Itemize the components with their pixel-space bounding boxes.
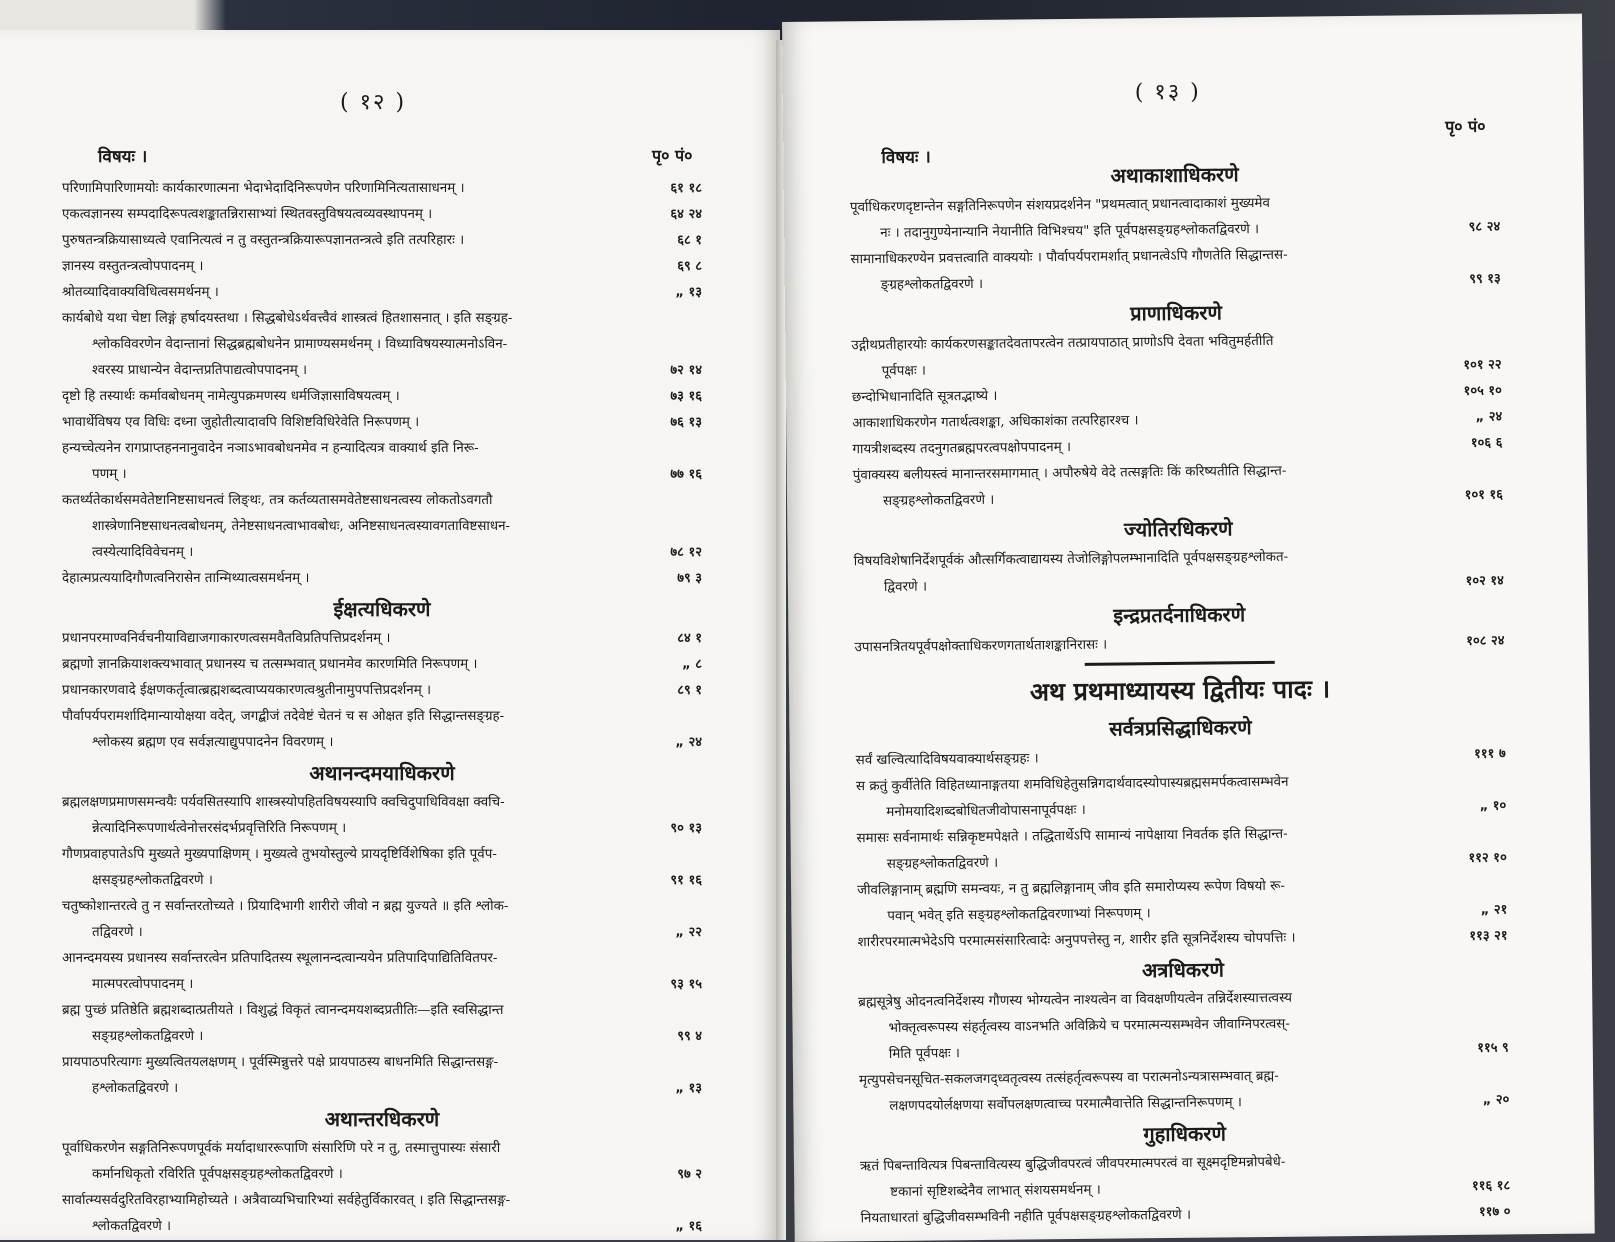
contents-entry <box>62 202 702 228</box>
subject-column-header: विषयः । <box>98 147 148 167</box>
entry-text-line: हश्लोकतद्विवरणे । <box>92 1081 179 1096</box>
entry-text-line: पुरुषतन्त्रक्रियासाध्यत्वे एवानित्यत्वं न तु वस्तुतन्त्रक्रियारूपज्ञानतन्त्रत्वे इति तत्परिहारः । <box>62 233 465 248</box>
contents-entry <box>62 946 702 998</box>
page-line-column-header: पृ० पं० <box>652 146 693 165</box>
entry-text-line: नियताधारतां बुद्धिजीवसम्भविनी नहीति पूर्वपक्षसङ्ग्रहश्लोकतद्विवरणे । <box>860 1207 1192 1227</box>
entry-text-line: गायत्रीशब्दस्य तदनुगतब्रह्मपरत्वपक्षोपपादनम् । <box>852 439 1072 458</box>
contents-entry <box>62 384 702 410</box>
entry-text-line: छन्दोभिधानादिति सूत्रतद्भाष्ये । <box>851 388 998 406</box>
contents-entry <box>62 998 702 1050</box>
contents-entry <box>854 542 1505 601</box>
section-heading: ईक्षत्यधिकरणे <box>333 597 431 621</box>
entry-text-line: मात्मपरत्वोपपादनम् । <box>92 977 194 992</box>
contents-entry <box>62 436 702 488</box>
entry-text-line: सर्वं खल्वित्यादिविषयवाक्यार्थसङ्ग्रहः । <box>855 751 1039 769</box>
page-line-ref: ९९ ४ <box>677 1029 702 1044</box>
section-heading: गुहाधिकरणे <box>1143 1121 1227 1147</box>
entry-text-line: श्रोतव्यादिवाक्यविधित्वसमर्थनम् । <box>62 285 219 300</box>
entry-text-line: ज्ञानस्य वस्तुतन्त्रत्वोपपादनम् । <box>62 259 204 274</box>
page-line-ref: १०५ १० <box>1463 383 1502 399</box>
contents-entry <box>860 1147 1511 1206</box>
contents-entry <box>62 1136 702 1188</box>
page-line-ref: „ ८ <box>682 657 702 672</box>
entry-text-line: उपासनत्रितयपूर्वपक्षोक्ताधिकरणगतार्थताशङ्कानिरासः । <box>854 637 1108 656</box>
contents-entry <box>859 1061 1510 1120</box>
contents-entry <box>62 566 702 592</box>
entry-text-line: देहात्मप्रत्ययादिगौणत्वनिरासेन तान्मिथ्यात्वसमर्थनम् । <box>62 571 310 586</box>
entry-text-line: सङ्ग्रहश्लोकतद्विवरणे । <box>886 855 999 872</box>
page-line-ref: „ १३ <box>675 285 702 300</box>
contents-entry <box>62 652 702 678</box>
section-heading: सर्वत्रप्रसिद्धाधिकरणे <box>1109 715 1252 741</box>
entry-text-line: चतुष्कोशान्तरत्वे तु न सर्वान्तरतोच्यते । प्रियादिभागी शारीरो जीवो न ब्रह्म युज्यते ॥ इति श्लोक- <box>62 899 509 914</box>
page-line-ref: „ २४ <box>1475 409 1503 425</box>
section-heading: अथाकाशाधिकरणे <box>1110 162 1239 188</box>
entry-text-line: प्रधानकारणवादे ईक्षणकर्तृत्वात्ब्रह्मशब्दत्वाप्ययकारणत्वश्रुतीनामुपपत्तिप्रदर्शनम् । <box>62 683 432 698</box>
section-heading: अथान्तरधिकरणे <box>324 1107 440 1131</box>
contents-entry <box>62 1050 702 1102</box>
page-line-ref: ७८ १२ <box>670 545 702 560</box>
entry-text-line: स क्रतुं कुर्वीतेति विहितध्यानाङ्गतया शमविधिहेतुसन्निगदार्थवादस्योपास्यब्रह्मसमर्पकत्वासम्भवेन <box>855 774 1289 795</box>
contents-entry <box>62 488 702 566</box>
contents-entry <box>62 280 702 306</box>
page-line-ref: ७३ १६ <box>670 389 702 404</box>
entry-text-line: पणम् । <box>92 467 127 482</box>
contents-entry <box>856 819 1507 878</box>
entry-text-line: ब्रह्मणो ज्ञानक्रियाशक्त्यभावात् प्रधानस्य च तत्सम्भवात् प्रधानमेव कारणमिति निरूपणम् । <box>62 657 478 672</box>
entry-text-line: आकाशाधिकरणेन गतार्थत्वशङ्का, अधिकाशंका तत्परिहारश्च । <box>852 413 1139 432</box>
entry-text-line: सङ्ग्रहश्लोकतद्विवरणे । <box>92 1029 204 1044</box>
entry-text-line: प्रधानपरमाण्वनिर्वचनीयाविद्याजगाकारणत्वसमवैतविप्रतिपत्तिप्रदर्शनम् । <box>62 631 391 646</box>
divider-rule <box>1085 661 1275 666</box>
page-line-ref: „ २० <box>1482 1092 1510 1108</box>
section-heading: अत्रधिकरणे <box>1141 957 1224 983</box>
page-line-ref: १११ ७ <box>1474 746 1506 762</box>
contents-entry <box>62 704 702 756</box>
contents-entry <box>851 326 1502 385</box>
page-line-ref: ६८ १ <box>677 233 702 248</box>
page-line-ref: १०१ १६ <box>1464 487 1504 503</box>
entry-text-line: पूर्वाधिकरणदृष्टान्तेन सङ्गतिनिरूपणेन संशयप्रदर्शनेन "प्रथमत्वात् प्रधानत्वादाकाशं मुख्यमेव <box>849 195 1270 216</box>
entry-text-line: शारीरपरमात्मभेदेऽपि परमात्मसंसारित्वादेः अनुपपत्तेस्तु न, शारीर इति सूत्रनिर्देशस्य चोपपत्तिः । <box>857 930 1296 951</box>
entry-text-line: तद्विवरणे । <box>92 925 143 940</box>
page-line-ref: ९७ २ <box>677 1167 702 1182</box>
subject-column-header: विषयः । <box>881 147 931 168</box>
entry-text-line: कार्यबोधे यथा चेष्टा लिङ्गं हर्षादयस्तथा । सिद्धबोधेऽर्थवत्त्वैवं शास्त्रत्वं हितशासनात् । इति सङ्ग्रह- <box>62 311 513 326</box>
entry-text-line: पूर्वपक्षः । <box>881 363 927 379</box>
page-line-ref: ७६ १३ <box>670 415 702 430</box>
entry-text-line: श्लोकविवरणेन वेदान्तानां सिद्धब्रह्मबोधनेन प्रामाण्यसमर्थनम् । विध्याविषयस्यात्मनोऽविन- <box>92 337 508 352</box>
page-line-ref: ९१ १६ <box>670 873 702 888</box>
page-line-ref: „ २२ <box>675 925 702 940</box>
contents-entry <box>858 983 1509 1068</box>
entry-text-line: सार्वात्म्यसर्वदुरितविरहाभ्यामिहोच्यते । अत्रैवाव्यभिचारिभ्यां सर्वहेतुर्विकारवत् । इति सिद्धान्तसङ्ग- <box>62 1193 511 1208</box>
contents-list <box>849 154 1510 1232</box>
entry-text-line: विषयविशेषानिर्देशपूर्वकं औत्सर्गिकत्वाद्यायस्य तेजोलिङ्गोपलम्भानादिति पूर्वपक्षसङ्ग्रहश्लोकत- <box>853 549 1289 570</box>
page-line-ref: „ १३ <box>675 1081 702 1096</box>
contents-entry <box>62 254 702 280</box>
contents-entry <box>857 871 1508 930</box>
entry-text-line: नः । तदानुगुण्येनान्यानि नेयानीति विभिश्चय" इति पूर्वपक्षसङ्ग्रहश्लोकतद्विवरणे । <box>880 222 1260 241</box>
page-line-ref: ६४ २४ <box>670 207 702 222</box>
page-line-ref: १०२ १४ <box>1465 573 1504 589</box>
contents-entry <box>856 767 1507 826</box>
contents-entry <box>850 240 1501 299</box>
page-line-ref: „ २४ <box>675 735 702 750</box>
entry-text-line: मनोमयादिशब्दबोधितजीवोपासनापूर्वपक्षः । <box>886 802 1086 820</box>
page-line-ref: ८४ १ <box>677 631 702 646</box>
entry-text-line: हन्यच्चेत्यनेन रागप्राप्तहननानुवादेन नञाऽभावबोधनमेव न हन्यादित्यत्र वाक्यार्थ इति निरू- <box>62 441 479 456</box>
entry-text-line: द्विवरणे । <box>883 579 928 595</box>
entry-text-line: श्लोकस्य ब्रह्मण एव सर्वज्ञत्याद्युपपादनेन विवरणम् । <box>92 735 334 750</box>
entry-text-line: समासः सर्वनामार्थः सन्निकृष्टमपेक्षते । तद्धितार्थेऽपि सामान्यं नापेक्षाया निवर्तक इति सिद्धान्त- <box>856 826 1288 847</box>
contents-entry <box>62 228 702 254</box>
contents-entry <box>62 410 702 436</box>
entry-text-line: सामानाधिकरण्येन प्रवत्तत्वाति वाक्ययोः । पौर्वापर्यपरामर्शात् प्रधानत्वेऽपि गौणतेति सिद्धान्तस- <box>850 247 1288 268</box>
page-line-ref: ७७ १६ <box>670 467 702 482</box>
entry-text-line: पवान् भवेत् इति सङ्ग्रहश्लोकतद्विवरणाभ्यां निरूपणम् । <box>887 906 1151 924</box>
entry-text-line: कतर्थ्यतेकार्थसमवेतेष्टानिष्टसाधनत्वं लिङ्थः, तत्र कर्तव्यतासमवेतेष्टसाधनत्वस्य लोकतोऽवगतौ <box>62 493 493 508</box>
entry-text-line: जीवलिङ्गानाम् ब्रह्मणि समन्वयः, न तु ब्रह्मलिङ्गानाम् जीव इति समारोप्यस्य रूपेण विषयो रू- <box>857 878 1286 899</box>
section-heading: ज्योतिरधिकरणे <box>1123 516 1233 542</box>
contents-entry <box>62 1188 702 1240</box>
contents-entry <box>62 678 702 704</box>
page-number: ( १२ ) <box>340 90 407 115</box>
entry-text-line: दृष्टो हि तस्यार्थः कर्मावबोधनम् नामेत्युपक्रमणस्य धर्मजिज्ञासाविषयत्वम् । <box>62 389 400 404</box>
entry-text-line: आनन्दमयस्य प्रधानस्य सर्वान्तरत्वेन प्रतिपादितस्य स्थूलानन्दत्वान्ययेन प्रतिपादिपाद्यितिवितपर- <box>62 951 498 966</box>
contents-entry <box>62 626 702 652</box>
page-line-ref: ११५ ९ <box>1477 1040 1509 1056</box>
page-line-ref: ६९ ८ <box>677 259 702 274</box>
page-line-ref: ७९ ३ <box>677 571 702 586</box>
entry-text-line: उद्गीथप्रतीहारयोः कार्यकरणसङ्कातदेवतापरत्वेन तत्प्रायपाठात् प्राणोऽपि देवता भवितुमर्हतीति <box>851 333 1274 354</box>
entry-text-line: क्षसङ्ग्रहश्लोकतद्विवरणे । <box>92 873 213 888</box>
page-line-ref: ११६ १८ <box>1471 1178 1511 1194</box>
entry-text-line: भोक्तृत्वरूपस्य संहर्तृत्वस्य वाऽनभति अविक्रिये च परमात्मन्यसम्भवेन जीवाग्निपरत्वस्- <box>888 1016 1290 1036</box>
entry-text-line: ऋतं पिबन्तावित्यत्र पिबन्तावित्यस्य बुद्धिजीवपरत्वं जीवपरमात्मपरत्वं वा सूक्ष्मदृष्टिमन्नोपबेधे- <box>859 1154 1286 1175</box>
page-line-ref: ७२ १४ <box>670 363 702 378</box>
entry-text-line: मिति पूर्वपक्षः । <box>888 1046 961 1062</box>
section-heading: इन्द्रप्रतर्दनाधिकरणे <box>1113 602 1246 628</box>
entry-text-line: मृत्युपसेचनसूचित-सकलजगद्ध्वतृत्वस्य तत्संहर्तृत्वरूपस्य वा परात्मनोऽन्यत्रासम्भवात् ब्रह्म- <box>859 1068 1279 1089</box>
page-line-ref: ११३ २१ <box>1469 928 1508 944</box>
entry-text-line: लक्षणपदयोर्लक्षणया सर्वोपलक्षणत्वाच्च परमात्मैवात्तेति सिद्धान्तनिरूपणम् । <box>889 1095 1243 1114</box>
contents-entry <box>62 176 702 202</box>
entry-text-line: प्रायपाठपरित्यागः मुख्यत्वितयलक्षणम् । पूर्वस्मिन्नुत्तरे पक्षे प्रायपाठस्य बाधनमिति सिद्धान्तसङ्ग- <box>62 1055 499 1070</box>
entry-text-line: परिणामिपारिणामयोः कार्यकारणात्मना भेदाभेदादिनिरूपणेन परिणामिनित्यतासाधनम् । <box>62 181 465 196</box>
chapter-heading: अथ प्रथमाध्यायस्य द्वितीयः पादः । <box>1029 674 1331 707</box>
entry-text-line: सङ्ग्रहश्लोकतद्विवरणे । <box>882 492 995 509</box>
page-line-ref: „ १६ <box>675 1219 702 1234</box>
contents-entry <box>62 894 702 946</box>
entry-text-line: पौर्वापर्यपरामर्शादिमान्यायोक्षया वदेत्, जगद्बीजं तदेवेष्टं चेतनं च स ओक्षत इति सिद्धान्तसङ्ग्रह- <box>62 709 505 724</box>
contents-entry <box>62 842 702 894</box>
entry-text-line: ब्रह्मसूत्रेषु ओदनत्वनिर्देशस्य गौणस्य भोग्यत्वेन नाश्यत्वेन वा विवक्षणीयत्वेन तन्निर्देशस्यात्तत्वस्य <box>858 990 1293 1011</box>
contents-entry <box>850 188 1501 247</box>
page-line-ref: १०१ २२ <box>1463 357 1502 373</box>
page-line-ref: „ २१ <box>1480 902 1508 918</box>
contents-entry <box>854 628 1504 661</box>
page-line-ref: १०६ ६ <box>1470 435 1503 451</box>
entry-text-line: ष्टकानां सृष्टिशब्देनैव लाभात् संशयसमर्थनम् । <box>890 1182 1101 1200</box>
entry-text-line: ब्रह्म पुच्छं प्रतिष्ठेति ब्रह्मशब्दात्प्रतीयते । विशुद्धं विकृतं त्वानन्दमयशब्दप्रतीतिः—इति स्वसिद्धान्त <box>62 1003 504 1018</box>
right-page <box>782 14 1595 1242</box>
contents-entry <box>62 790 702 842</box>
section-heading: प्राणाधिकरणे <box>1130 300 1223 326</box>
page-line-column-header: पृ० पं० <box>1445 116 1486 137</box>
page-line-ref: ६१ १८ <box>670 181 702 196</box>
entry-text-line: ङ्ग्रहश्लोकतद्विवरणे । <box>880 276 984 293</box>
entry-text-line: गौणप्रवाहपातेऽपि मुख्यते मुख्यपाक्षिणम् । मुख्यत्वे तुभयोस्तुल्ये प्रायदृष्टिर्विशेषिका इति पूर्वप- <box>62 847 497 862</box>
entry-text-line: पुंवाक्यस्य बलीयस्त्वं मानान्तरसमागमात् । अपौरुषेये वेदे तत्सङ्गतिः किं करिष्यतीति सिद्धान्त- <box>852 463 1287 484</box>
entry-text-line: पूर्वाधिकरणेन सङ्गतिनिरूपणपूर्वकं मर्यादाधाररूपाणि संसारिणि परे न तु, तस्मात्तुपास्यः संसारी <box>62 1141 501 1156</box>
entry-text-line: श्वरस्य प्राधान्येन वेदान्तप्रतिपाद्यत्वोपपादनम् । <box>92 363 308 378</box>
entry-text-line: त्वस्येत्यादिविवेचनम् । <box>92 545 194 560</box>
contents-entry <box>853 456 1504 515</box>
page-line-ref: ९० १३ <box>670 821 702 836</box>
contents-list <box>62 176 702 1240</box>
entry-text-line: कर्मानधिकृतो रविरिति पूर्वपक्षसङ्ग्रहश्लोकतद्विवरणे । <box>92 1167 343 1182</box>
entry-text-line: भावार्थेविषय एव विधिः दध्ना जुहोतीत्यादावपि विशिष्टविधिरेवेति निरूपणम् । <box>62 415 420 430</box>
page-line-ref: „ १० <box>1479 798 1507 814</box>
page-line-ref: ९८ २४ <box>1468 219 1501 235</box>
page-line-ref: ९३ १५ <box>670 977 702 992</box>
page-line-ref: १०८ २४ <box>1466 633 1505 649</box>
page-line-ref: ८९ १ <box>677 683 702 698</box>
page-line-ref: ११७ ० <box>1478 1204 1511 1220</box>
page-number: ( १३ ) <box>1134 79 1201 106</box>
page-line-ref: ११२ १० <box>1468 850 1507 866</box>
left-page <box>0 30 780 1240</box>
entry-text-line: शास्त्रेणानिष्टसाधनत्वबोधनम्, तेनेष्टसाधनत्वाभावबोधः, अनिष्टसाधनत्वस्यावगताविष्टसाधन- <box>92 519 511 534</box>
page-line-ref: ९९ १३ <box>1469 271 1501 287</box>
entry-text-line: एकत्वज्ञानस्य सम्पदादिरूपत्वशङ्कातन्निरासाभ्यां स्थितवस्तुविषयत्वव्यवस्थापनम् । <box>62 207 433 222</box>
entry-text-line: श्लोकतद्विवरणे । <box>92 1219 172 1234</box>
entry-text-line: ब्रह्मलक्षणप्रमाणसमन्वयैः पर्यवसितस्यापि शास्त्रस्योपहितविषयस्यापि क्वचिदुपाधिविवक्षा क्वचि- <box>62 795 505 810</box>
contents-entry <box>860 1199 1510 1232</box>
contents-entry <box>62 306 702 384</box>
section-heading: अथानन्दमयाधिकरणे <box>309 761 455 785</box>
entry-text-line: न्नेत्यादिनिरूपणार्थत्वेनोत्तरसंदर्भप्रवृत्तिरिति निरूपणम् । <box>92 821 347 836</box>
